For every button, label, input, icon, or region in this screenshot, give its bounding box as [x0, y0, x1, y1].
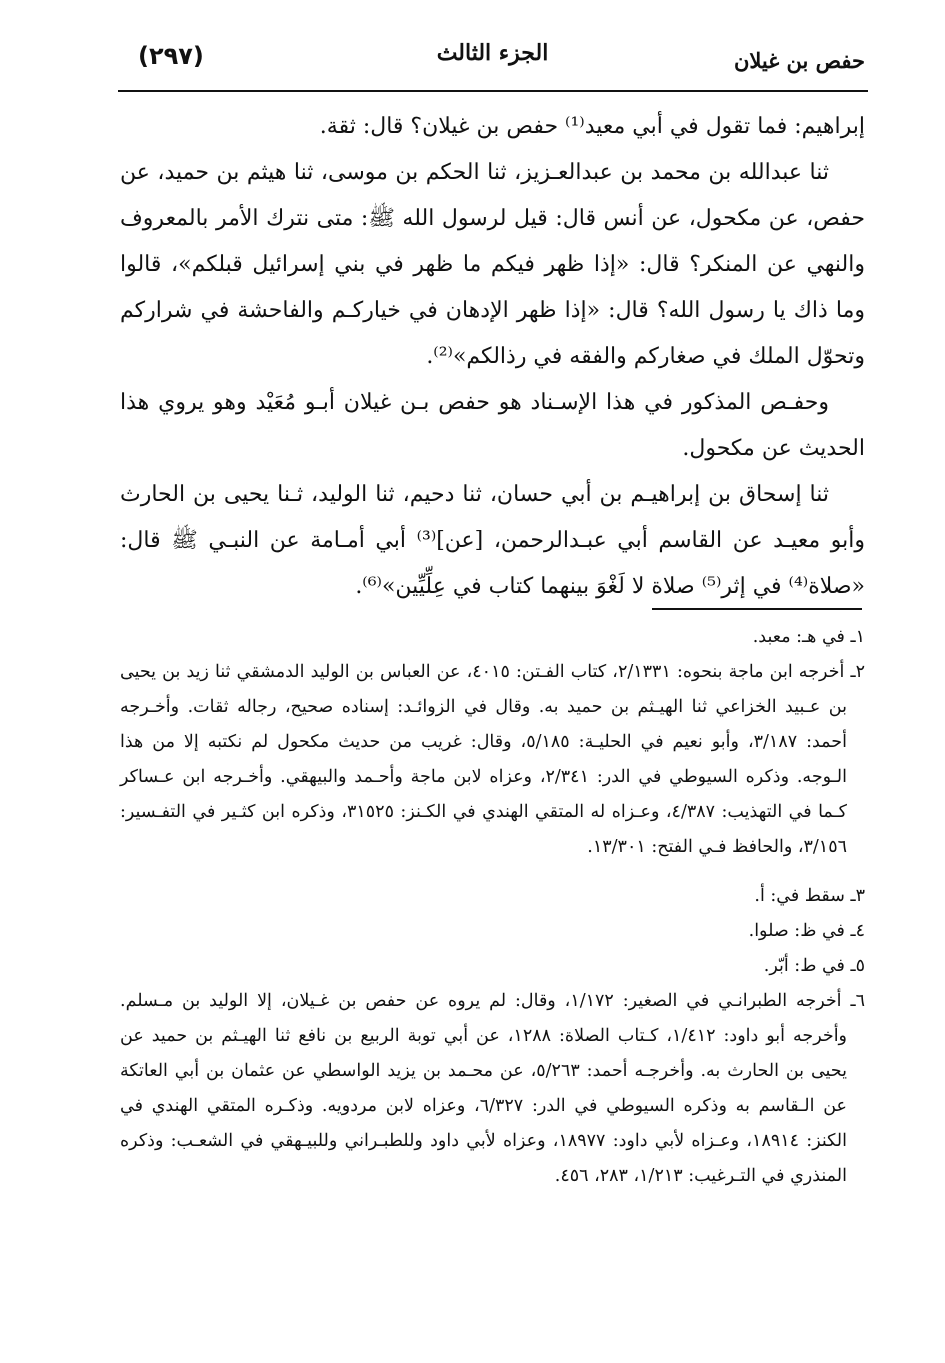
footnotes — [120, 620, 865, 1194]
volume-title: الجزء الثالث — [436, 40, 549, 66]
footnote-spacer — [120, 865, 865, 879]
footnote-5: ٥ـ في ط: أبّر. — [763, 956, 865, 976]
main-text — [120, 104, 865, 610]
footnote-divider — [652, 608, 862, 610]
paragraph-2: ثنا عبدالله بن محمد بن عبدالعـزيز، ثنا الحكم بن موسى، ثنا هيثم بن حميد، عن حفص، عن مكحول، عن أنس قال: قيل لرسول الله ﷺ: متى نترك الأمر بالمعروف والنهي عن المنكر؟ قال: «إذا ظهر فيكم ما ظهر في بني إسرائيل قبلكم»، قالوا وما ذاك يا رسول الله؟ قال: «إذا ظهر الإدهان في خياركـم والفاحشة في شراركم وتحوّل الملك في صغاركم والفقه في رذالكم»⁽²⁾. — [120, 160, 865, 369]
paragraph-3: وحفـص المذكور في هذا الإسـناد هو حفص بـن غيلان أبـو مُعَيْد وهو يروي هذا الحديث عن مكحول. — [120, 390, 865, 461]
footnote-4: ٤ـ في ظ: صلوا. — [748, 921, 865, 941]
running-title: حفص بن غيلان — [733, 48, 865, 73]
footnote-1: ١ـ في هـ: معبد. — [752, 627, 865, 647]
page-number: (٢٩٧) — [138, 42, 204, 70]
footnote-3: ٣ـ سقط في: أ. — [754, 886, 865, 906]
footnote-2: ٢ـ أخرجه ابن ماجة بنحوه: ٢/١٣٣١، كتاب الفـتن: ٤٠١٥، عن العباس بن الوليد الدمشقي ثنا زيد بن يحيى بن عـبيد الخزاعي ثنا الهيـثم بن حميد به. وقال في الزوائـد: إسناده صحيح، رجاله ثقات. وأخـرجه أحمد: ٣/١٨٧، وأبو نعيم في الحليـة: ٥/١٨٥، وقال: غريب من حديث مكحول لم نكتبه إلا من هذا الـوجه. وذكره السيوطي في الدر: ٢/٣٤١، وعزاه لابن ماجة وأحـمد والبيهقي. وأخـرجه ابن عـساكر كـما في التهذيب: ٤/٣٨٧، وعـزاه له المتقي الهندي في الكـنز: ٣١٥٢٥، وذكره ابن كثـير في التفـسير: ٣/١٥٦، والحافظ فـي الفتح: ١٣/٣٠١. — [120, 662, 865, 857]
paragraph-4: ثنا إسحاق بن إبراهيـم بن أبي حسان، ثنا دحيم، ثنا الوليد، ثـنا يحيى بن الحارث وأبو معيـد عن القاسم أبي عبـدالرحمن، [عن]⁽³⁾ أبي أمـامة عن النبـي ﷺ قال: «صلاة⁽⁴⁾ في إثر⁽⁵⁾ صلاة لا لَغْوَ بينهما كتاب في عِلِّيِّين»⁽⁶⁾. — [120, 482, 865, 599]
page-header — [120, 40, 865, 80]
footnote-6: ٦ـ أخرجه الطبرانـي في الصغير: ١/١٧٢، وقال: لم يروه عن حفص بن غـيلان، إلا الوليد بن مـسلم. وأخرجه أبو داود: ١/٤١٢، كـتاب الصلاة: ١٢٨٨، عن أبي توبة الربيع بن نافع ثنا الهيـثم بن حميد عن يحيى بن الحارث به. وأخرجـه أحمد: ٥/٢٦٣، عن محـمد بن يزيد الواسطي عن عثمان بن أبي العاتكة عن الـقاسم به وذكره السيوطي في الدر: ٦/٣٢٧، وعزاه لابن مردويه. وذكـره المتقي الهندي في الكنز: ١٨٩١٤، وعـزاه لأبي داود: ١٨٩٧٧، وعزاه لأبي داود وللطبـراني وللبيـهقي في الشعـب: وذكره المنذري في التـرغيب: ١/٢١٣، ٢٨٣، ٤٥٦. — [120, 991, 865, 1186]
header-divider — [118, 90, 868, 92]
paragraph-1: إبراهيم: فما تقول في أبي معيد⁽¹⁾ حفص بن غيلان؟ قال: ثقة. — [319, 114, 865, 139]
